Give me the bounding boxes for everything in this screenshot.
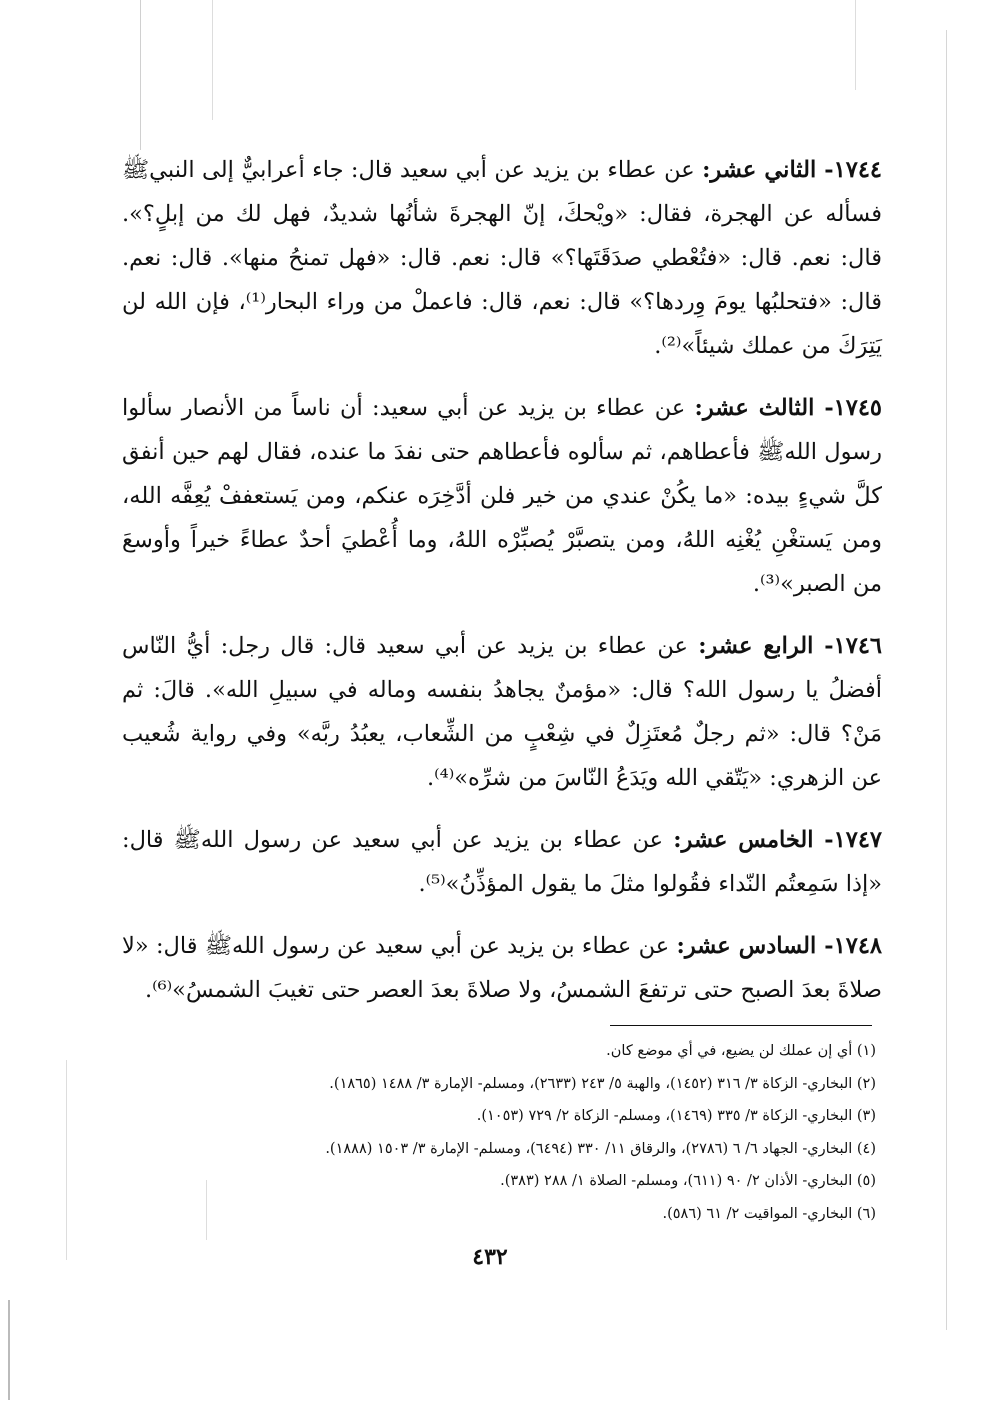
hadith-1748 bbox=[122, 924, 882, 1012]
footnote: (٢) البخاري- الزكاة ٣/ ٣١٦ (١٤٥٢)، والهبة ٥/ ٢٤٣ (٢٦٣٣)، ومسلم- الإمارة ٣/ ١٤٨٨ (١٨٦٥). bbox=[329, 1075, 876, 1092]
hadith-1745 bbox=[122, 386, 882, 606]
footnotes bbox=[150, 1035, 876, 1230]
hadith-text: عن عطاء بن يزيد عن أبي سعيد قال: جاء أعرابيٌّ إلى النبيﷺ فسأله عن الهجرة، فقال: «ويْحكَ، إنّ الهجرةَ شأنُها شديدٌ، فهل لك من إبلٍ؟». قال: نعم. قال: «فتُعْطي صدَقَتَها؟» قال: نعم. قال: «فهل تمنحُ منها». قال: نعم. قال: «فتحلبُها يومَ وِردها؟» قال: نعم، قال: فاعملْ من وراء البحار⁽¹⁾، فإن الله لن يَتِرَكَ من عملك شيئاً»⁽²⁾. bbox=[122, 157, 882, 359]
footnote: (٣) البخاري- الزكاة ٣/ ٣٣٥ (١٤٦٩)، ومسلم- الزكاة ٢/ ٧٢٩ (١٠٥٣). bbox=[476, 1108, 876, 1124]
hadith-number-title: ١٧٤٨- السادس عشر: bbox=[676, 933, 882, 959]
hadith-text: عن عطاء بن يزيد عن أبي سعيد قال: قال رجل: أيُّ النّاس أفضلُ يا رسول الله؟ قال: «مؤمنٌ يجاهدُ بنفسه وماله في سبيلِ الله». قالَ: ثم مَنْ؟ قال: «ثم رجلٌ مُعتَزِلٌ في شِعْبٍ من الشِّعاب، يعبُدُ ربَّه» وفي رواية شُعيب عن الزهري: «يَتّقي الله ويَدَعُ النّاسَ من شرِّه»⁽⁴⁾. bbox=[122, 633, 882, 791]
hadith-text: عن عطاء بن يزيد عن أبي سعيد: أن ناساً من الأنصار سألوا رسول اللهﷺ فأعطاهم، ثم سألوه فأعطاهم حتى نفدَ ما عنده، فقال لهم حين أنفق كلَّ شيءٍ بيده: «ما يكُنْ عندي من خير فلن أدَّخِرَه عنكم، ومن يَستعففْ يُعِفَّه الله، ومن يَستغْنِ يُغْنِه اللهُ، ومن يتصبَّرْ يُصبِّرْه اللهُ، وما أُعْطيَ أحدٌ عطاءً خيراً وأوسعَ من الصبر»⁽³⁾. bbox=[122, 395, 882, 597]
hadith-1747 bbox=[122, 818, 882, 906]
hadith-number-title: ١٧٤٦- الرابع عشر: bbox=[698, 633, 882, 659]
page-body bbox=[122, 148, 882, 1030]
hadith-text: عن عطاء بن يزيد عن أبي سعيد عن رسول اللهﷺ قال: «لا صلاةَ بعدَ الصبح حتى ترتفعَ الشمسُ، ولا صلاةَ بعدَ العصر حتى تغيبَ الشمسُ»⁽⁶⁾. bbox=[122, 933, 882, 1003]
page-number: ٤٣٢ bbox=[472, 1244, 508, 1270]
hadith-number-title: ١٧٤٤- الثاني عشر: bbox=[702, 157, 882, 183]
scan-artifact-line bbox=[66, 1060, 67, 1260]
hadith-number-title: ١٧٤٧- الخامس عشر: bbox=[673, 827, 882, 853]
scan-artifact-line bbox=[946, 30, 947, 1330]
scan-artifact-line bbox=[140, 0, 141, 150]
hadith-number-title: ١٧٤٥- الثالث عشر: bbox=[694, 395, 883, 421]
footnote: (٦) البخاري- المواقيت ٢/ ٦١ (٥٨٦). bbox=[662, 1205, 876, 1222]
scan-artifact-line bbox=[212, 0, 213, 120]
hadith-1744 bbox=[122, 148, 882, 368]
scan-artifact-line bbox=[8, 1300, 10, 1400]
hadith-1746 bbox=[122, 624, 882, 800]
hadith-text: عن عطاء بن يزيد عن أبي سعيد عن رسول اللهﷺ قال: «إذا سَمِعتُم النّداء فقُولوا مثلَ ما يقول المؤذِّنُ»⁽⁵⁾. bbox=[122, 827, 882, 897]
footnote-separator bbox=[610, 1025, 872, 1026]
footnote: (١) أي إن عملك لن يضيع، في أي موضع كان. bbox=[606, 1043, 876, 1059]
scan-artifact-line bbox=[855, 0, 856, 90]
footnote: (٥) البخاري- الأذان ٢/ ٩٠ (٦١١)، ومسلم- الصلاة ١/ ٢٨٨ (٣٨٣). bbox=[500, 1173, 876, 1189]
footnote: (٤) البخاري- الجهاد ٦/ ٦ (٢٧٨٦)، والرقاق ١١/ ٣٣٠ (٦٤٩٤)، ومسلم- الإمارة ٣/ ١٥٠٣ (١٨٨٨). bbox=[325, 1140, 876, 1157]
